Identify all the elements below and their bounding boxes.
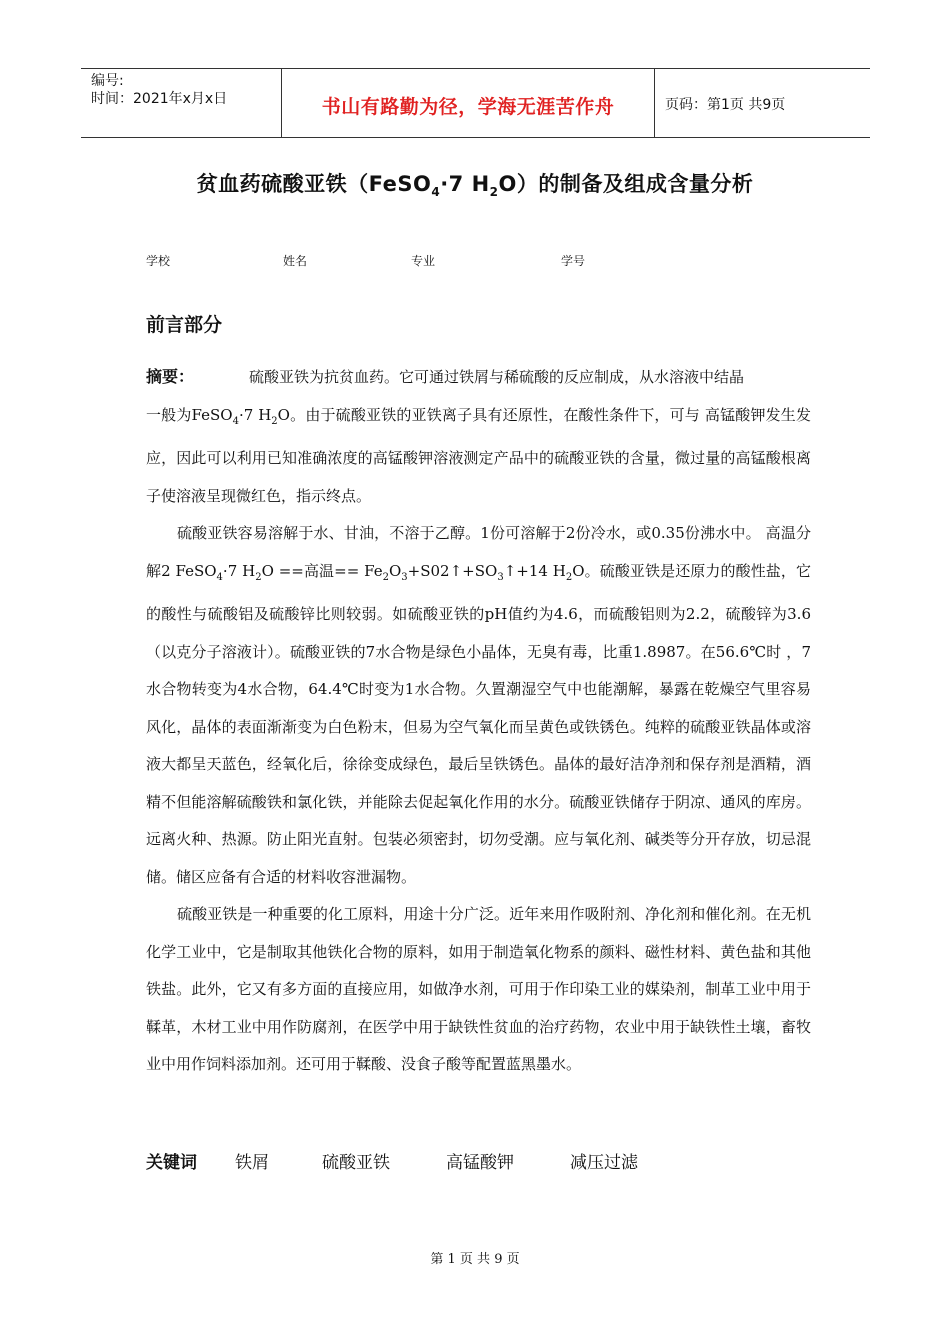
abstract-first-line <box>146 358 811 397</box>
paragraph-text: +S02↑+SO <box>407 561 498 580</box>
paragraph-text: O。硫酸亚铁是还原力的酸性盐，它的酸性与硫酸铝及硫酸锌比则较弱。如硫酸亚铁的pH值约为4.6，而硫酸铝则为2.2，硫酸锌为3.6（以克分子溶液计）。硫酸亚铁的7水合物是绿色小晶体，无臭有毒，比重1.8987。在56.6℃时 ，7水合物转变为4水合物，64.4℃时变为1水合物。久置潮湿空气中也能潮解，暴露在乾燥空气里容易风化，晶体的表面渐渐变为白色粉末，但易为空气氧化而呈黄色或铁锈色。纯粹的硫酸亚铁晶体或溶液大都呈天蓝色，经氧化后，徐徐变成绿色，最后呈铁锈色。晶体的最好洁净剂和保存剂是酒精，酒精不但能溶解硫酸铁和氯化铁，并能除去促起氧化作用的水分。硫酸亚铁储存于阴凉、通风的库房。远离火种、热源。防止阳光直射。包装必须密封，切勿受潮。应与氧化剂、碱类等分开存放，切忌混储。储区应备有合适的材料收容泄漏物。 <box>146 561 811 886</box>
abstract-block <box>146 358 811 1084</box>
school-label: 学校 <box>146 254 171 268</box>
title-subscript: 4 <box>431 185 441 200</box>
formula-subscript: 2 <box>255 571 262 583</box>
properties-paragraph <box>146 515 811 896</box>
abstract-text: ·7 H <box>238 405 272 424</box>
abstract-paragraph <box>146 397 811 516</box>
page-footer: 第 1 页 共 9 页 <box>430 1252 520 1267</box>
abstract-line1: 硫酸亚铁为抗贫血药。它可通过铁屑与稀硫酸的反应制成，从水溶液中结晶 <box>249 368 745 386</box>
motto-text: 书山有路勤为径，学海无涯苦作舟 <box>321 95 615 118</box>
uses-paragraph: 硫酸亚铁是一种重要的化工原料，用途十分广泛。近年来用作吸附剂、净化剂和催化剂。在无机化学工业中，它是制取其他铁化合物的原料，如用于制造氧化物系的颜料、磁性材料、黄色盐和其他铁盐。此外，它又有多方面的直接应用，如做净水剂，可用于作印染工业的媒染剂，制革工业中用于鞣革，木材工业中用作防腐剂，在医学中用于缺铁性贫血的治疗药物，农业中用于缺铁性土壤，畜牧业中用作饲料添加剂。还可用于鞣酸、没食子酸等配置蓝黑墨水。 <box>146 905 811 1073</box>
major-label: 专业 <box>411 254 436 268</box>
formula-subscript: 2 <box>565 571 573 583</box>
page-count-label: 页码：第1页 共9页 <box>665 97 786 113</box>
document-time-label: 时间：2021年x月x日 <box>91 91 228 107</box>
paragraph-text: ↑+14 H <box>503 561 566 580</box>
title-text-prefix: 贫血药硫酸亚铁（FeSO <box>196 172 432 196</box>
formula-subscript: 4 <box>216 571 223 583</box>
paragraph-text: O <box>388 561 402 580</box>
header-info-cell <box>81 69 282 137</box>
paragraph-text: ·7 H <box>222 561 256 580</box>
paragraph-text: O ==高温== Fe <box>261 561 383 580</box>
keywords-label: 关键词 <box>146 1153 197 1173</box>
formula-subscript: 3 <box>497 571 504 583</box>
document-number-label: 编号: <box>91 73 124 89</box>
keyword-item: 铁屑 <box>235 1153 269 1173</box>
section-heading: 前言部分 <box>146 314 223 336</box>
keyword-item: 硫酸亚铁 <box>322 1153 390 1173</box>
keyword-item: 减压过滤 <box>570 1153 638 1173</box>
abstract-label: 摘要： <box>146 367 195 386</box>
header-page-cell <box>655 69 870 137</box>
document-title <box>0 168 950 199</box>
formula-subscript: 2 <box>271 415 278 427</box>
abstract-text: 一般为FeSO <box>146 405 233 424</box>
title-text-suffix: O）的制备及组成含量分析 <box>498 172 754 196</box>
name-label: 姓名 <box>283 254 308 268</box>
document-header <box>81 68 870 138</box>
formula-subscript: 4 <box>232 415 239 427</box>
keywords-row <box>146 1148 638 1173</box>
keyword-item: 高锰酸钾 <box>446 1153 514 1173</box>
abstract-text: O。由于硫酸亚铁的亚铁离子具有还原性，在酸性条件下，可与 高锰酸钾发生发应，因此可以利用已知准确浓度的高锰酸钾溶液测定产品中的硫酸亚铁的含量，微过量的高锰酸根离子使溶液呈现微红色，指示终点。 <box>146 405 811 505</box>
title-text-mid: ·7 H <box>440 172 490 196</box>
header-motto-cell <box>282 69 655 137</box>
paragraph-text: 硫酸亚铁容易溶解于水、甘油，不溶于乙醇。1份可溶解于2份冷水，或0.35份沸水中。 高温分解2 FeSO <box>146 524 811 580</box>
title-subscript: 2 <box>489 185 499 200</box>
student-id-label: 学号 <box>561 254 586 268</box>
formula-subscript: 2 <box>382 571 389 583</box>
formula-subscript: 3 <box>401 571 408 583</box>
